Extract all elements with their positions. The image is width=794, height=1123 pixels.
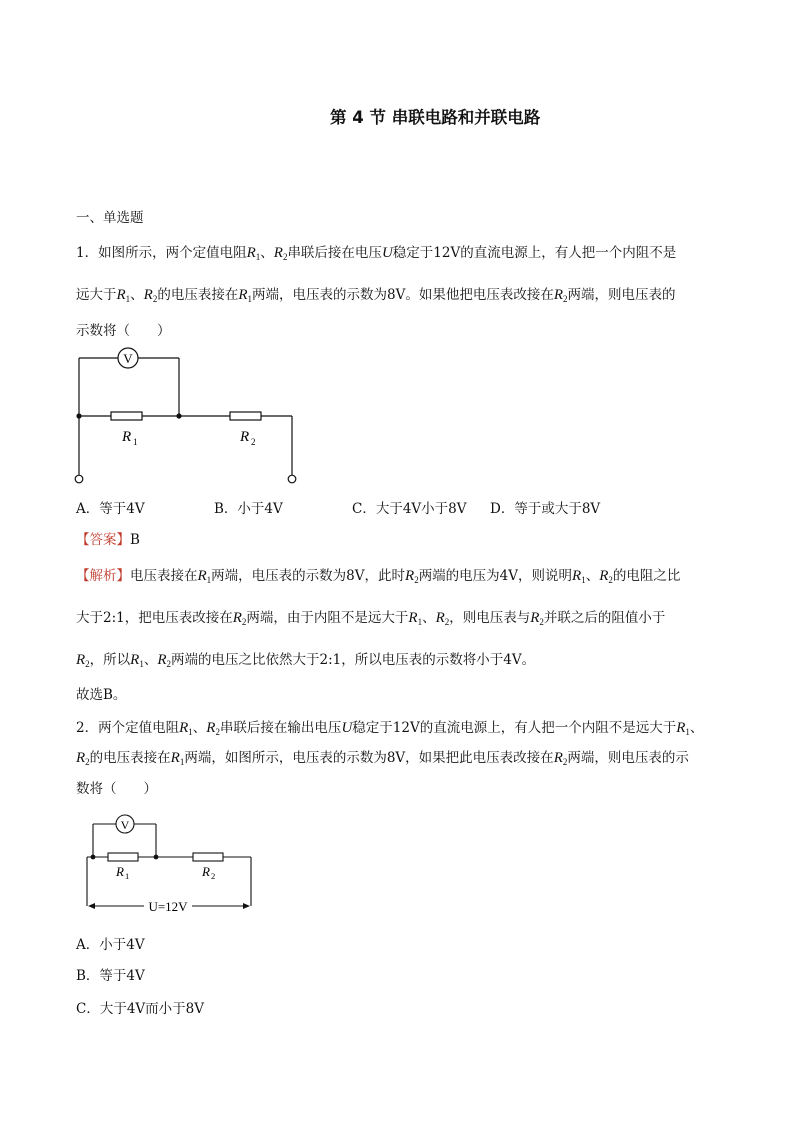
q1-option-c[interactable]: C．大于4V小于8V xyxy=(352,501,467,517)
q1-r1-sub: 1 xyxy=(133,437,138,447)
q2-r1-sub: 1 xyxy=(125,871,130,881)
q1-junction-dot xyxy=(76,413,81,418)
q1-terminal-left xyxy=(75,475,83,483)
answer-value: B xyxy=(130,532,140,548)
q2-option-b[interactable]: B．等于4V xyxy=(76,968,145,984)
q2-r2-sub: 2 xyxy=(211,871,216,881)
q2-r2-label: R xyxy=(202,864,210,879)
q2-resistor-r1 xyxy=(108,853,138,861)
q2-option-c[interactable]: C．大于4V而小于8V xyxy=(76,1001,205,1017)
q2-voltage-label: U=12V xyxy=(148,899,188,914)
q1-analysis-line2: 大于2:1，把电压表改接在$R_2$两端，由于内阻不是远大于$R_1$、$R_2$，则电压表与$R_2$并联之后的阻值小于 xyxy=(76,610,666,627)
page-title: 第 4 节 串联电路和并联电路 xyxy=(330,108,541,127)
q1-option-a[interactable]: A．等于4V xyxy=(76,501,145,517)
q2-resistor-r2 xyxy=(193,853,223,861)
q2-stem-line3: 数将（ ） xyxy=(76,781,157,797)
q1-r2-label: R xyxy=(240,429,250,445)
q2-option-a[interactable]: A．小于4V xyxy=(76,937,145,953)
q1-resistor-r1 xyxy=(111,412,142,420)
q2-arrow-left-icon xyxy=(88,903,95,909)
q2-arrow-right-icon xyxy=(243,903,250,909)
q2-circuit-diagram xyxy=(80,808,260,914)
answer-tag: 【答案】 xyxy=(76,532,130,548)
q1-voltmeter-label: V xyxy=(123,351,133,366)
q1-resistor-r2 xyxy=(230,412,261,420)
q1-option-b[interactable]: B．小于4V xyxy=(214,501,283,517)
q1-analysis-line1: 【解析】电压表接在$R_1$两端，电压表的示数为8V，此时$R_2$两端的电压为4V，则说明$R_1$、$R_2$的电阻之比 xyxy=(76,568,681,585)
q1-answer xyxy=(76,528,140,548)
q1-r2-sub: 2 xyxy=(251,437,256,447)
q1-stem-line3: 示数将（ ） xyxy=(76,323,171,339)
q2-stem-line2: $R_2$的电压表接在$R_1$两端，如图所示，电压表的示数为8V，如果把此电压表改接在$R_2$两端，则电压表的示 xyxy=(76,750,689,767)
q1-analysis-line3: $R_2$，所以$R_1$、$R_2$两端的电压之比依然大于2:1，所以电压表的示数将小于4V。 xyxy=(76,652,536,669)
q1-terminal-right xyxy=(288,475,296,483)
q1-circuit-diagram xyxy=(70,344,310,490)
r2-symbol: $R_2$ xyxy=(273,245,288,262)
analysis-tag: 【解析】 xyxy=(76,568,130,584)
q2-stem-line1: 2．两个定值电阻$R_1$、$R_2$串联后接在输出电压U稳定于12V的直流电源上，有人把一个内阻不是远大于$R_1$、 xyxy=(76,720,704,737)
u-symbol: U xyxy=(381,245,393,261)
q2-voltmeter-label: V xyxy=(120,818,130,832)
q1-conclusion: 故选B。 xyxy=(76,687,127,703)
q2-r1-label: R xyxy=(116,864,124,879)
q1-stem-line2: 远大于$R_1$、$R_2$的电压表接在$R_1$两端，电压表的示数为8V。如果他把电压表改接在$R_2$两端，则电压表的 xyxy=(76,287,676,304)
q1-r1-label: R xyxy=(122,429,132,445)
q1-stem-line1: 1．如图所示，两个定值电阻$R_1$、$R_2$串联后接在电压U稳定于12V的直流电源上，有人把一个内阻不是 xyxy=(76,245,677,262)
section-heading: 一、单选题 xyxy=(76,210,144,226)
q2-junction-dot xyxy=(154,855,159,860)
q2-junction-dot xyxy=(91,855,96,860)
q1-option-d[interactable]: D．等于或大于8V xyxy=(490,501,601,517)
r1-symbol: $R_1$ xyxy=(246,245,261,262)
q1-junction-dot xyxy=(176,413,181,418)
